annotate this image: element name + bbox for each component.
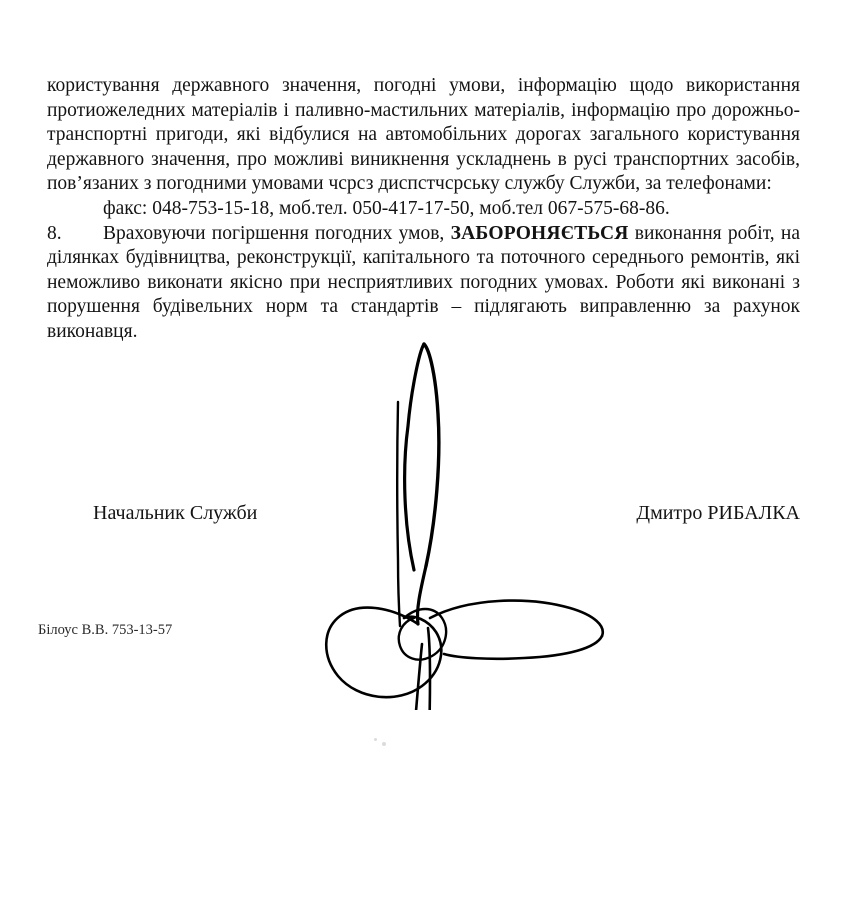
speck-dot-2: [382, 742, 386, 746]
speck-dot-1: [374, 738, 377, 741]
clause-text-after-bold: виконання робіт, на ділянках будівництва, реконструкції, капітального та поточного середнього ремонтів, які неможливо виконати якісно при несприятливих погодних умовах. Роботи які виконані з порушення будівельних норм та стандартів – підлягають виправленню за рахунок виконавця.: [47, 222, 801, 342]
paragraph-continuation: користування державного значення, погодні умови, інформацію щодо використання протиожеледних матеріалів і паливно-мастильних матеріалів, інформацію про дорожньо-транспортні пригоди, які відбулися на автомобільних дорогах загального користування державного значення, про можливі виникнення ускладнень в русі транспортних засобів, пов’язаних з погодними умовами чсрсз диспстчсрську службу Служби, за телефонами:: [47, 75, 800, 195]
signatory-title: Начальник Служби: [93, 502, 258, 524]
clause-number: 8.: [47, 222, 62, 244]
contact-phone-line: факс: 048-753-15-18, моб.тел. 050-417-17-50, моб.тел 067-575-68-86.: [103, 197, 670, 219]
signature-row: [47, 500, 800, 532]
signatory-name: Дмитро РИБАЛКА: [636, 502, 800, 524]
clause-text-before-bold: Враховуючи погіршення погодних умов,: [103, 222, 451, 244]
clause-prohibition-keyword: ЗАБОРОНЯЄТЬСЯ: [450, 222, 629, 244]
executor-footnote: Білоус В.В. 753-13-57: [38, 622, 173, 638]
scan-speck-artifact: [374, 738, 392, 748]
document-body: [47, 74, 800, 345]
paragraph-clause-8: [47, 222, 800, 345]
